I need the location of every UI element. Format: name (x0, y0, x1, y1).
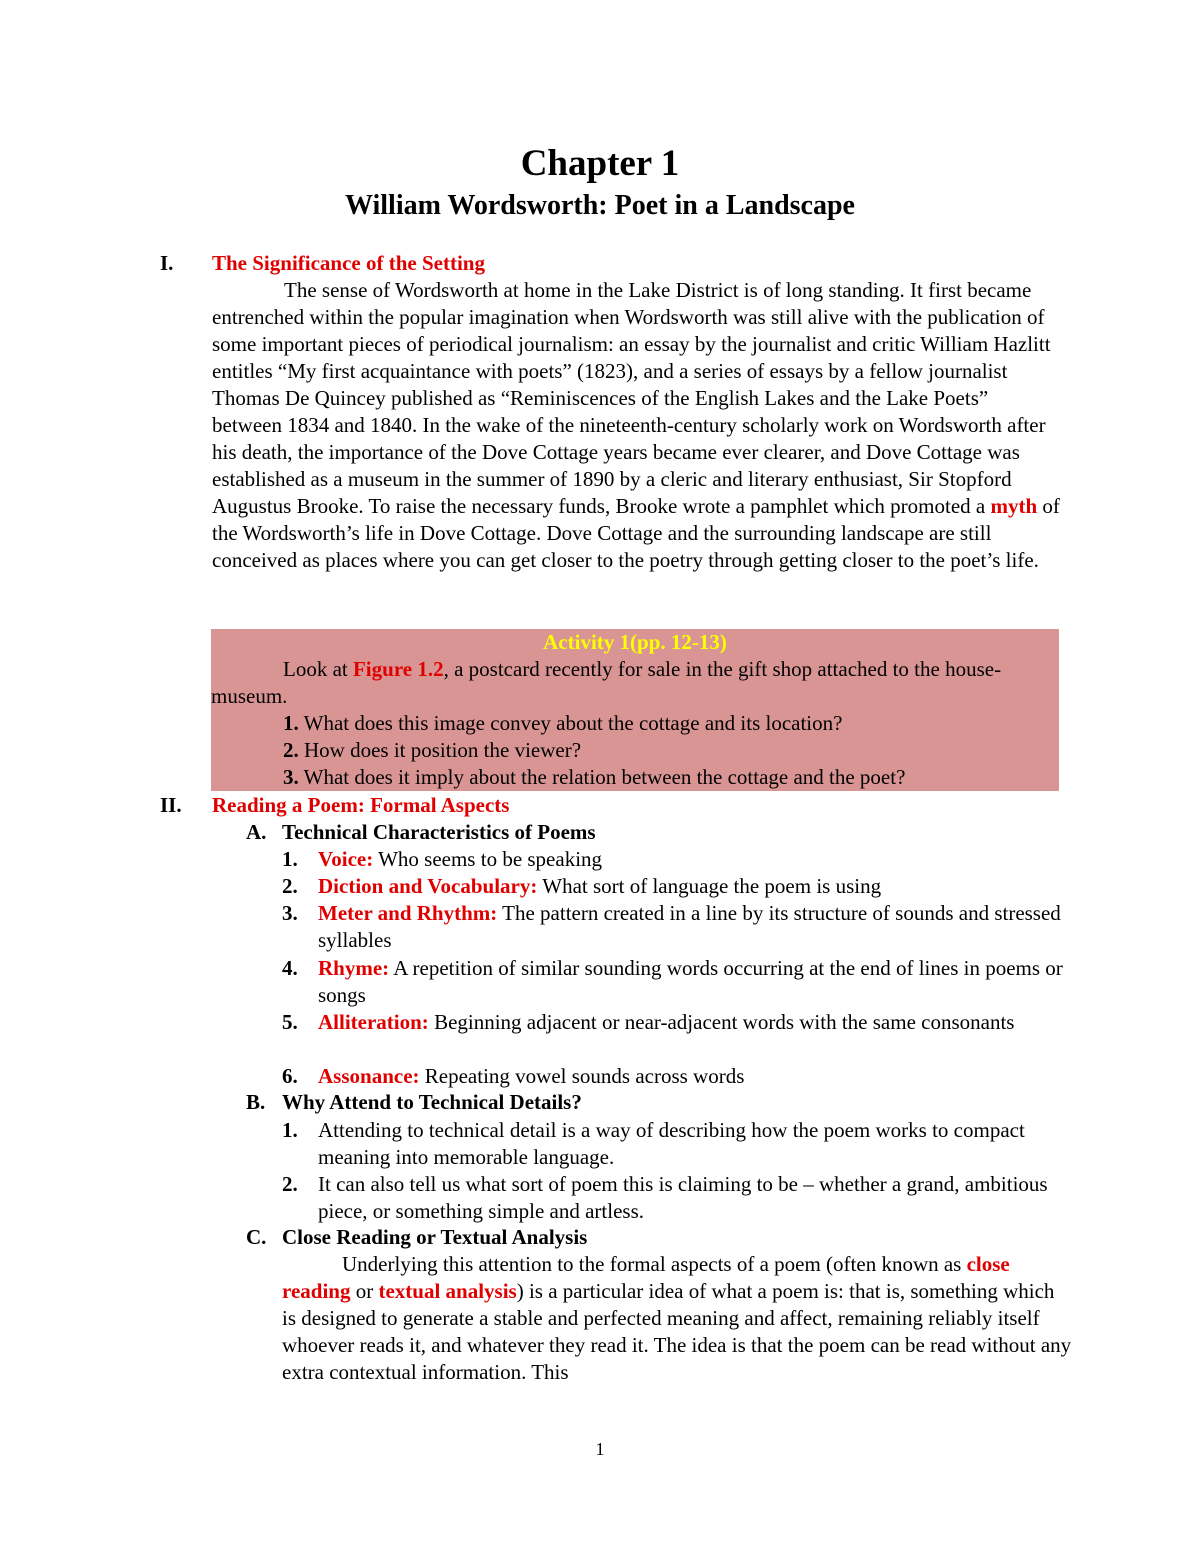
myth-term: myth (990, 494, 1038, 518)
subsection-c-text-a: Underlying this attention to the formal aspects of a poem (often known as (342, 1252, 967, 1276)
subsection-b-heading (246, 1089, 582, 1116)
item-text (318, 873, 1072, 900)
textual-analysis-term: textual analysis (378, 1279, 517, 1303)
item-number: 2. (282, 1172, 298, 1196)
subsection-a-heading (246, 819, 596, 846)
item-number: 6. (282, 1064, 298, 1088)
item-number: 5. (282, 1010, 298, 1034)
activity-question (211, 737, 1059, 764)
activity-title: Activity 1(pp. 12-13) (543, 630, 727, 654)
activity-intro-b: , a postcard recently for sale in the gift shop attached to the house-museum. (211, 657, 1002, 708)
activity-intro (211, 656, 1059, 710)
section-1-heading: The Significance of the Setting (212, 251, 485, 275)
activity-question (211, 764, 1059, 791)
item-description: A repetition of similar sounding words occurring at the end of lines in poems or songs (318, 956, 1063, 1007)
item-text (318, 955, 1072, 1009)
item-term: Assonance: (318, 1064, 420, 1088)
subsection-letter: C. (246, 1225, 267, 1249)
activity-intro-a: Look at (283, 657, 353, 681)
subsection-letter: B. (246, 1090, 266, 1114)
item-description: What sort of language the poem is using (537, 874, 882, 898)
list-item (282, 1009, 1072, 1036)
question-number: 3. (283, 765, 299, 789)
list-item (282, 1063, 1072, 1090)
item-description: Beginning adjacent or near-adjacent words with the same consonants (428, 1010, 1015, 1034)
section-1-body (212, 277, 1062, 574)
list-item (282, 900, 1072, 954)
item-number: 1. (282, 1118, 298, 1142)
section-1-numeral: I. (160, 251, 174, 275)
list-item (282, 1117, 1072, 1171)
item-term: Alliteration: (318, 1010, 429, 1034)
item-number: 1. (282, 847, 298, 871)
list-item (282, 846, 1072, 873)
question-text: How does it position the viewer? (298, 738, 582, 762)
figure-reference: Figure 1.2 (352, 657, 444, 681)
item-text: Attending to technical detail is a way of describing how the poem works to compact meaning into memorable language. (318, 1118, 1025, 1169)
question-number: 1. (283, 711, 299, 735)
item-description: Repeating vowel sounds across words (419, 1064, 745, 1088)
page-number: 1 (595, 1439, 605, 1459)
item-text (318, 846, 1072, 873)
section-2-heading: Reading a Poem: Formal Aspects (212, 793, 510, 817)
chapter-title: Chapter 1 (520, 143, 680, 184)
item-term: Diction and Vocabulary: (318, 874, 538, 898)
section-1-text-a: The sense of Wordsworth at home in the Lake District is of long standing. It first became entrenched within the popular imagination when Wordsworth was still alive with the publication of some important pieces of periodical journalism: an essay by the journalist and critic William Hazlitt entitles “My first acquaintance with poets” (1823), and a series of essays by a fellow journalist Thomas De Quincey published as “Reminiscences of the English Lakes and the Lake Poets” between 1834 and 1840. In the wake of the nineteenth-century scholarly work on Wordsworth after his death, the importance of the Dove Cottage years became ever clearer, and Dove Cottage was established as a museum in the summer of 1890 by a cleric and literary enthusiast, Sir Stopford Augustus Brooke. To raise the necessary funds, Brooke wrote a pamphlet which promoted a (212, 278, 1051, 518)
item-text: It can also tell us what sort of poem this is claiming to be – whether a grand, ambitious piece, or something simple and artless. (318, 1172, 1048, 1223)
section-1-paragraph (212, 277, 1062, 574)
question-text: What does it imply about the relation between the cottage and the poet? (298, 765, 906, 789)
item-term: Voice: (318, 847, 374, 871)
chapter-subtitle: William Wordsworth: Poet in a Landscape (344, 190, 855, 221)
subsection-title: Close Reading or Textual Analysis (282, 1225, 588, 1249)
conjunction: or (350, 1279, 379, 1303)
question-number: 2. (283, 738, 299, 762)
item-text (318, 1063, 1072, 1090)
section-1-text-b: of the Wordsworth’s life in Dove Cottage. Dove Cottage and the surrounding landscape are still conceived as places where you can get closer to the poetry through getting closer to the poet’s life. (212, 494, 1060, 572)
item-number: 4. (282, 956, 298, 980)
subsection-c-body (282, 1251, 1072, 1386)
activity-box (211, 629, 1059, 791)
activity-question (211, 710, 1059, 737)
item-number: 3. (282, 901, 298, 925)
section-2-numeral: II. (160, 793, 182, 817)
subsection-c-paragraph (282, 1251, 1072, 1386)
subsection-title: Why Attend to Technical Details? (282, 1090, 582, 1114)
item-description: Who seems to be speaking (373, 847, 603, 871)
item-term: Rhyme: (318, 956, 390, 980)
item-text (318, 1009, 1072, 1036)
question-text: What does this image convey about the cottage and its location? (298, 711, 843, 735)
item-number: 2. (282, 874, 298, 898)
list-item (282, 955, 1072, 1009)
list-item (282, 1171, 1072, 1225)
item-text (318, 900, 1072, 954)
item-term: Meter and Rhythm: (318, 901, 498, 925)
subsection-title: Technical Characteristics of Poems (282, 820, 596, 844)
subsection-c-heading (246, 1224, 587, 1251)
item-description: The pattern created in a line by its structure of sounds and stressed syllables (318, 901, 1061, 952)
list-item (282, 873, 1072, 900)
subsection-letter: A. (246, 820, 267, 844)
subsection-c-text-b: ) is a particular idea of what a poem is: that is, something which is designed to generate a stable and perfected meaning and affect, remaining reliably itself whoever reads it, and whatever they read it. The idea is that the poem can be read without any extra contextual information. This (282, 1279, 1072, 1384)
close-reading-term: close reading (282, 1252, 1010, 1303)
